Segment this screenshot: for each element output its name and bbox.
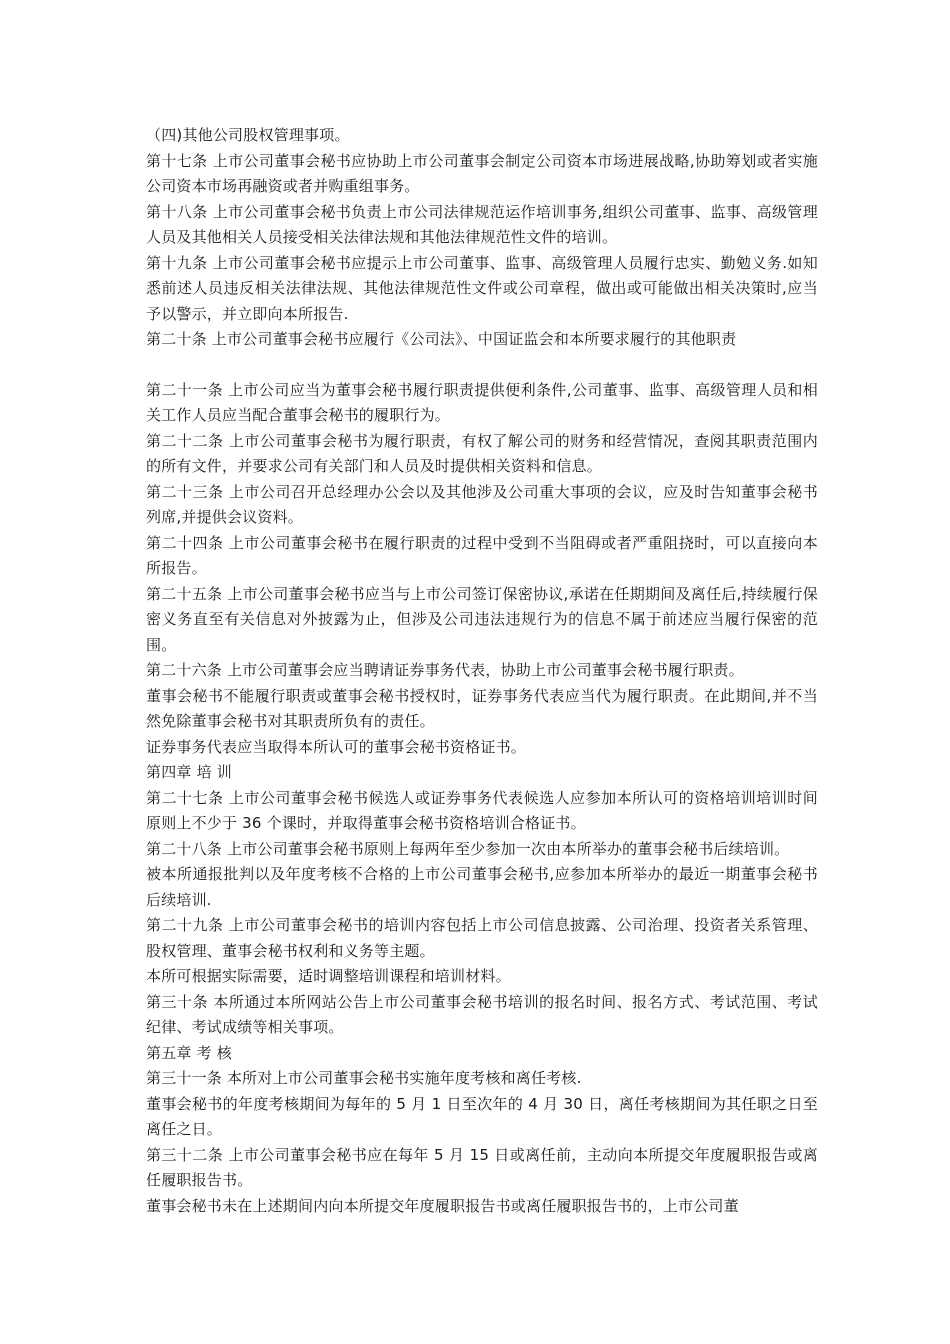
article-32-paragraph-2: 董事会秘书未在上述期间内向本所提交年度履职报告书或离任履职报告书的，上市公司董 [146, 1196, 739, 1215]
article-30: 第三十条 本所通过本所网站公告上市公司董事会秘书培训的报名时间、报名方式、考试范围、考试纪律、考试成绩等相关事项。 [146, 992, 818, 1036]
article-28-paragraph-2: 被本所通报批判以及年度考核不合格的上市公司董事会秘书,应参加本所举办的最近一期董事会秘书后续培训. [146, 865, 818, 909]
chapter-4-heading: 第四章 培 训 [146, 763, 232, 781]
article-31-paragraph-2: 董事会秘书的年度考核期间为每年的 5 月 1 日至次年的 4 月 30 日，离任考核期间为其任职之日至离任之日。 [146, 1094, 818, 1138]
article-21: 第二十一条 上市公司应当为董事会秘书履行职责提供便利条件,公司董事、监事、高级管理人员和相关工作人员应当配合董事会秘书的履职行为。 [146, 380, 818, 424]
article-17: 第十七条 上市公司董事会秘书应协助上市公司董事会制定公司资本市场进展战略,协助筹划或者实施公司资本市场再融资或者并购重组事务。 [146, 151, 818, 195]
paragraph-item-4: （四)其他公司股权管理事项。 [146, 126, 350, 144]
article-19: 第十九条 上市公司董事会秘书应提示上市公司董事、监事、高级管理人员履行忠实、勤勉义务.如知悉前述人员违反相关法律法规、其他法律规范性文件或公司章程，做出或可能做出相关决策时,应当予以警示，并立即向本所报告. [146, 253, 818, 323]
article-20: 第二十条 上市公司董事会秘书应履行《公司法》、中国证监会和本所要求履行的其他职责 [146, 330, 737, 348]
paragraph-spacer [146, 353, 818, 378]
article-23: 第二十三条 上市公司召开总经理办公会以及其他涉及公司重大事项的会议，应及时告知董事会秘书列席,并提供会议资料。 [146, 482, 818, 526]
article-26: 第二十六条 上市公司董事会应当聘请证券事务代表，协助上市公司董事会秘书履行职责。 [146, 661, 744, 679]
article-29: 第二十九条 上市公司董事会秘书的培训内容包括上市公司信息披露、公司治理、投资者关系管理、股权管理、董事会秘书权利和义务等主题。 [146, 916, 818, 960]
article-32: 第三十二条 上市公司董事会秘书应在每年 5 月 15 日或离任前，主动向本所提交年度履职报告或离任履职报告书。 [146, 1145, 818, 1189]
article-24: 第二十四条 上市公司董事会秘书在履行职责的过程中受到不当阻碍或者严重阻挠时，可以直接向本所报告。 [146, 533, 818, 577]
article-26-paragraph-3: 证券事务代表应当取得本所认可的董事会秘书资格证书。 [146, 737, 527, 756]
chapter-5-heading: 第五章 考 核 [146, 1043, 232, 1062]
document-body [146, 123, 818, 1219]
article-22: 第二十二条 上市公司董事会秘书为履行职责，有权了解公司的财务和经营情况，查阅其职责范围内的所有文件，并要求公司有关部门和人员及时提供相关资料和信息。 [146, 431, 818, 475]
article-31: 第三十一条 本所对上市公司董事会秘书实施年度考核和离任考核. [146, 1069, 582, 1087]
article-27: 第二十七条 上市公司董事会秘书候选人或证券事务代表候选人应参加本所认可的资格培训培训时间原则上不少于 36 个课时，并取得董事会秘书资格培训合格证书。 [146, 788, 818, 832]
article-25: 第二十五条 上市公司董事会秘书应当与上市公司签订保密协议,承诺在任期期间及离任后,持续履行保密义务直至有关信息对外披露为止，但涉及公司违法违规行为的信息不属于前述应当履行保密的范围。 [146, 584, 818, 654]
article-18: 第十八条 上市公司董事会秘书负责上市公司法律规范运作培训事务,组织公司董事、监事、高级管理人员及其他相关人员接受相关法律法规和其他法律规范性文件的培训。 [146, 202, 818, 246]
article-28: 第二十八条 上市公司董事会秘书原则上每两年至少参加一次由本所举办的董事会秘书后续培训。 [146, 839, 790, 858]
article-29-paragraph-2: 本所可根据实际需要，适时调整培训课程和培训材料。 [146, 967, 511, 985]
article-26-paragraph-2: 董事会秘书不能履行职责或董事会秘书授权时，证券事务代表应当代为履行职责。在此期间,并不当然免除董事会秘书对其职责所负有的责任。 [146, 686, 818, 730]
